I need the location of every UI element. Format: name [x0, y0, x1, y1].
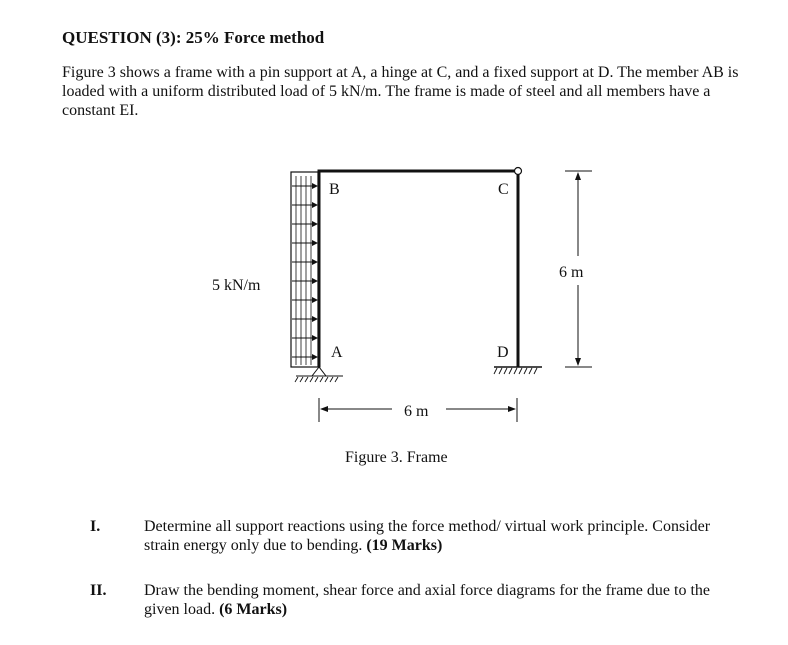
task-number: II. [90, 582, 107, 599]
span-label: 6 m [404, 403, 429, 420]
task-text-block [144, 517, 744, 555]
node-label-d: D [497, 344, 509, 361]
frame-members [319, 171, 518, 366]
task-marks: (6 Marks) [219, 601, 288, 618]
figure-caption: Figure 3. Frame [345, 449, 448, 466]
task-number: I. [90, 518, 101, 535]
node-label-c: C [498, 181, 509, 198]
question-heading: QUESTION (3): 25% Force method [62, 28, 325, 47]
node-label-a: A [331, 344, 343, 361]
height-label: 6 m [559, 264, 584, 281]
task-text: Determine all support reactions using the force method/ virtual work principle. Consider strain energy only due to bending. [144, 518, 711, 554]
question-intro: Figure 3 shows a frame with a pin support at A, a hinge at C, and a fixed support at D. The member AB is loaded with a uniform distributed load of 5 kN/m. The frame is made of steel and all members have a constant EI. [62, 64, 739, 119]
pin-support-a [295, 367, 343, 382]
task-text: Draw the bending moment, shear force and axial force diagrams for the frame due to the given load. [144, 582, 710, 618]
task-text-block [144, 581, 744, 619]
load-label: 5 kN/m [212, 277, 261, 294]
node-label-b: B [329, 181, 340, 198]
fixed-support-d [494, 367, 542, 374]
task-marks: (19 Marks) [366, 537, 443, 554]
hinge-c [515, 168, 522, 175]
